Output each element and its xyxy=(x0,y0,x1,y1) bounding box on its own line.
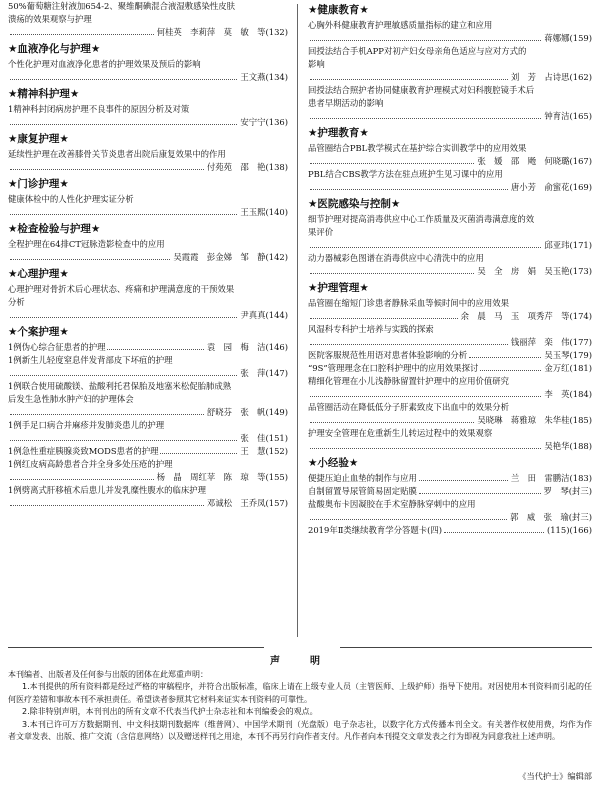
entry-authors-page: 王文燕(134) xyxy=(240,72,288,82)
leader-dots xyxy=(10,414,204,415)
entry-title-line: 1例劈离式肝移植术后患儿并发乳糜性腹水的临床护理 xyxy=(8,485,206,495)
entry-title-inline: 自制留置导尿管简易固定贴膜 xyxy=(308,486,417,496)
entry-title-line: 心胸外科健康教育护理敏感质量指标的建立和应用 xyxy=(308,20,493,30)
entry-title-line: 盐酸奥布卡因凝胶在手术室静脉穿刺中的应用 xyxy=(308,499,476,509)
entry-authors-page: 邓诚松 王乔凤(157) xyxy=(206,498,288,508)
toc-entry[interactable] xyxy=(308,213,592,252)
section-title: ★健康教育★ xyxy=(308,4,369,16)
entry-row xyxy=(8,471,288,484)
leader-dots xyxy=(310,318,458,319)
leader-dots xyxy=(310,40,541,41)
statement-section xyxy=(8,655,592,743)
entry-title-line: 1例新生儿轻度窒息伴发背部皮下坏疽的护理 xyxy=(8,355,173,365)
leader-dots xyxy=(10,259,170,260)
entry-row xyxy=(308,349,592,362)
leader-dots xyxy=(310,519,507,520)
toc-entry[interactable] xyxy=(8,193,288,219)
toc-section xyxy=(8,324,288,510)
entry-authors-page: 王 慧(152) xyxy=(240,446,288,456)
toc-section xyxy=(308,125,592,194)
entry-row xyxy=(8,497,288,510)
entry-title-line: 全程护理在64排CT冠脉造影检查中的应用 xyxy=(8,239,165,249)
entry-title-line: 心理护理对骨折术后心理状态、疼痛和护理满意度的干预效果 xyxy=(8,284,235,294)
entry-authors-page: 余 晨 马 玉 项秀芹 等(174) xyxy=(460,311,592,321)
entry-authors-page: 张 萍(147) xyxy=(240,368,288,378)
leader-dots xyxy=(469,357,541,358)
entry-row xyxy=(8,161,288,174)
leader-dots xyxy=(310,422,474,423)
entry-row xyxy=(8,251,288,264)
entry-authors-page: 安宁宁(136) xyxy=(240,117,288,127)
toc-entry[interactable] xyxy=(308,472,592,485)
toc-section xyxy=(308,2,592,123)
entry-row xyxy=(308,472,592,485)
entry-row xyxy=(8,445,288,458)
toc-entry[interactable] xyxy=(8,238,288,264)
entry-title-line: 1例联合使用硫酸镁、盐酸利托君保胎及地塞米松促胎肺成熟 xyxy=(8,381,232,391)
entry-row xyxy=(8,116,288,129)
section-title: ★康复护理★ xyxy=(8,133,69,145)
toc-section xyxy=(8,266,288,322)
entry-authors-page: 吴 全 房 娟 吴玉艳(173) xyxy=(477,266,592,276)
section-title: ★心理护理★ xyxy=(8,268,69,280)
entry-row xyxy=(308,265,592,278)
entry-title-inline: 2019年Ⅱ类继续教育学分答题卡(四) xyxy=(308,525,443,535)
toc-section xyxy=(8,0,288,39)
leader-dots xyxy=(419,493,541,494)
toc-entry[interactable] xyxy=(308,168,592,194)
leader-dots xyxy=(419,480,508,481)
toc-entry[interactable] xyxy=(8,458,288,484)
entry-row xyxy=(308,362,592,375)
toc-section xyxy=(308,280,592,453)
toc-entry[interactable] xyxy=(308,45,592,84)
entry-row xyxy=(308,440,592,453)
toc-left-column xyxy=(8,0,288,510)
leader-dots xyxy=(310,448,541,449)
entry-authors-page: 舒晓芬 张 帆(149) xyxy=(206,407,288,417)
entry-title-line: 品管圈结合PBL教学模式在基护综合实训教学中的应用效果 xyxy=(308,143,527,153)
entry-title-line: 延续性护理在改善膝骨关节炎患者出院后康复效果中的作用 xyxy=(8,149,226,159)
toc-entry[interactable] xyxy=(308,498,592,524)
entry-authors-page: 蒋娜娜(159) xyxy=(544,33,592,43)
toc-entry[interactable] xyxy=(308,375,592,401)
leader-dots xyxy=(310,79,508,80)
entry-authors-page: 袁 园 梅 洁(146) xyxy=(206,342,288,352)
statement-item-1: 1.本刊提供的所有资料都是经过严格的审稿程序，并符合出版标准，临床上请在上级专业人员（主管医师、上级护师）指导下使用。对因使用本刊资料而引起的任何医疗差错和事故本刊不承担责任。希望读者参照其它材料来证实本刊资料的可靠性。 xyxy=(8,682,592,704)
toc-entry[interactable] xyxy=(8,341,288,354)
entry-authors-page: 唐小芳 俞蜜花(169) xyxy=(510,182,592,192)
entry-row xyxy=(308,388,592,401)
toc-entry[interactable] xyxy=(308,524,592,537)
entry-authors-page: 张 佳(151) xyxy=(240,433,288,443)
section-title: ★小经验★ xyxy=(308,457,359,469)
leader-dots xyxy=(310,163,474,164)
divider-left xyxy=(8,647,264,648)
toc-section xyxy=(8,176,288,219)
toc-entry[interactable] xyxy=(8,419,288,445)
entry-title-inline: 医院客服规范性用语对患者体验影响的分析 xyxy=(308,350,468,360)
entry-title-line: 影响 xyxy=(308,59,325,69)
leader-dots xyxy=(444,532,544,533)
entry-row xyxy=(8,26,288,39)
section-title: ★医院感染与控制★ xyxy=(308,198,401,210)
entry-authors-page: 罗 琴(封三) xyxy=(543,486,592,496)
entry-authors-page: 邱亚玮(171) xyxy=(544,240,592,250)
entry-row xyxy=(8,406,288,419)
entry-row xyxy=(308,155,592,168)
entry-authors-page: 吴霞霞 彭金娣 邹 静(142) xyxy=(173,252,288,262)
entry-title-line: 后发生急性肺水肿产妇的护理体会 xyxy=(8,394,134,404)
leader-dots xyxy=(10,375,237,376)
entry-authors-page: 吴艳华(188) xyxy=(544,441,592,451)
section-title: ★护理教育★ xyxy=(308,127,369,139)
leader-dots xyxy=(10,169,204,170)
section-title: ★精神科护理★ xyxy=(8,88,80,100)
toc-section xyxy=(8,221,288,264)
entry-title-line: 1例手足口病合并麻疹并发肺炎患儿的护理 xyxy=(8,420,165,430)
entry-title-line: 1精神科封闭病房护理不良事件的原因分析及对策 xyxy=(8,104,190,114)
statement-item-3: 3.本刊已许可万方数据期刊、中文科技期刊数据库（维普网）、中国学术期刊（光盘版）电子杂志社，以数字化方式传播本刊全文。有关著作权使用费，均作为作者文章发表、出版、推广交流（含信息网络）以及赠送样刊之用途，本刊不再另行向作者支付。凡作者向本刊提交文章发表之行为即视为同意我社上述声明。 xyxy=(8,719,592,742)
toc-entry[interactable] xyxy=(308,401,592,427)
entry-title-line: 健康体检中的人性化护理实证分析 xyxy=(8,194,134,204)
toc-entry[interactable] xyxy=(8,103,288,129)
entry-title-inline: “9S”管理理念在口腔科护理中的应用效果探讨 xyxy=(308,363,479,373)
leader-dots xyxy=(10,317,237,318)
entry-title-line: 个性化护理对血液净化患者的护理效果及预后的影响 xyxy=(8,59,201,69)
toc-entry[interactable] xyxy=(308,252,592,278)
entry-row xyxy=(8,71,288,84)
toc-entry[interactable] xyxy=(308,297,592,323)
entry-authors-page: 付苑苑 邵 艳(138) xyxy=(206,162,288,172)
entry-authors-page: 李 英(184) xyxy=(544,389,592,399)
entry-row xyxy=(308,414,592,427)
entry-title-line: 风湿科专科护士培养与实践的探索 xyxy=(308,324,434,334)
entry-row xyxy=(8,341,288,354)
entry-authors-page: 张 媛 邵 飏 何晓璐(167) xyxy=(477,156,592,166)
section-title: ★检查检验与护理★ xyxy=(8,223,101,235)
section-title: ★门诊护理★ xyxy=(8,178,69,190)
entry-row xyxy=(308,239,592,252)
toc-entry[interactable] xyxy=(308,349,592,362)
leader-dots xyxy=(310,273,474,274)
leader-dots xyxy=(480,370,541,371)
statement-item-2: 2.除非特别声明，本刊刊出的所有文章不代表当代护士杂志社和本刊编委会的观点。 xyxy=(22,707,318,717)
entry-title-inline: 1例急性重症胰腺炎致MODS患者的护理 xyxy=(8,446,159,456)
leader-dots xyxy=(10,34,154,35)
toc-entry[interactable] xyxy=(8,283,288,322)
entry-title-line: 精细化管理在小儿浅静脉留置针护理中的应用价值研究 xyxy=(308,376,509,386)
entry-authors-page: 吴晓琳 蒋雅琼 朱华桂(185) xyxy=(477,415,592,425)
entry-title-line: 动力器械彩色图谱在消毒供应中心清洗中的应用 xyxy=(308,253,484,263)
entry-row xyxy=(308,71,592,84)
entry-row xyxy=(308,110,592,123)
entry-title-line: 患者早期活动的影响 xyxy=(308,98,384,108)
entry-authors-page: 杨 晶 周红苹 陈 琼 等(155) xyxy=(156,472,288,482)
entry-authors-page: 金万红(181) xyxy=(544,363,592,373)
entry-authors-page: 尹真真(144) xyxy=(240,310,288,320)
entry-authors-page: 郭 威 张 瑜(封三) xyxy=(510,512,592,522)
editorial-signature: 《当代护士》编辑部 xyxy=(518,771,592,781)
entry-row xyxy=(8,367,288,380)
leader-dots xyxy=(10,479,154,480)
leader-dots xyxy=(160,453,237,454)
toc-section xyxy=(308,196,592,278)
entry-authors-page: 何桂英 李莉萍 莫 敏 等(132) xyxy=(156,27,288,37)
entry-authors-page: 兰 田 雷鹏洁(183) xyxy=(510,473,592,483)
toc-entry[interactable] xyxy=(8,354,288,380)
entry-title-line: 品管圈在缩短门诊患者静脉采血等候时间中的应用效果 xyxy=(308,298,509,308)
entry-row xyxy=(308,32,592,45)
entry-row xyxy=(308,336,592,349)
entry-title-line: 溃疡的效果观察与护理 xyxy=(8,14,92,24)
toc-entry[interactable] xyxy=(308,84,592,123)
toc-section xyxy=(8,131,288,174)
divider-right xyxy=(340,647,592,648)
entry-title-line: 品管圈活动在降低低分子肝素致皮下出血中的效果分析 xyxy=(308,402,509,412)
statement-intro: 本刊编者、出版者及任何参与出版的团体在此郑重声明： xyxy=(8,670,208,679)
toc-entry[interactable] xyxy=(308,323,592,349)
toc-entry[interactable] xyxy=(8,148,288,174)
toc-section xyxy=(8,86,288,129)
entry-row xyxy=(308,181,592,194)
toc-entry[interactable] xyxy=(8,445,288,458)
entry-row xyxy=(308,310,592,323)
statement-title: 声 明 xyxy=(270,656,330,667)
entry-title-inline: 1例伪心综合征患者的护理 xyxy=(8,342,106,352)
toc-entry[interactable] xyxy=(8,380,288,419)
entry-row xyxy=(8,432,288,445)
leader-dots xyxy=(10,440,237,441)
section-title: ★个案护理★ xyxy=(8,326,69,338)
entry-row xyxy=(8,206,288,219)
toc-entry[interactable] xyxy=(308,362,592,375)
leader-dots xyxy=(310,344,508,345)
leader-dots xyxy=(310,118,541,119)
toc-section xyxy=(308,455,592,537)
entry-authors-page: 钱丽萍 栾 伟(177) xyxy=(510,337,592,347)
toc-section xyxy=(8,41,288,84)
toc-entry[interactable] xyxy=(308,142,592,168)
entry-authors-page: (115)(166) xyxy=(546,525,592,535)
section-title: ★血液净化与护理★ xyxy=(8,43,101,55)
section-title: ★护理管理★ xyxy=(308,282,369,294)
leader-dots xyxy=(10,79,237,80)
toc-entry[interactable] xyxy=(8,58,288,84)
entry-authors-page: 王玉熙(140) xyxy=(240,207,288,217)
leader-dots xyxy=(10,124,237,125)
entry-title-line: 50%葡萄糖注射液加654-2、聚维酮碘混合液湿敷感染性皮肤 xyxy=(8,1,236,11)
entry-authors-page: 吴玉琴(179) xyxy=(544,350,592,360)
entry-title-line: 果评价 xyxy=(308,227,334,237)
toc-entry[interactable] xyxy=(8,0,288,39)
leader-dots xyxy=(10,505,204,506)
column-divider xyxy=(297,4,298,637)
toc-entry[interactable] xyxy=(8,484,288,510)
entry-authors-page: 钟育洁(165) xyxy=(544,111,592,121)
toc-entry[interactable] xyxy=(308,427,592,453)
entry-row xyxy=(8,309,288,322)
toc-right-column xyxy=(308,0,592,537)
entry-title-line: PBL结合CBS教学方法在驻点班护生见习课中的应用 xyxy=(308,169,503,179)
entry-title-line: 1例红皮病高龄患者合并全身多处压疮的护理 xyxy=(8,459,173,469)
entry-authors-page: 刘 芳 占诗思(162) xyxy=(510,72,592,82)
leader-dots xyxy=(310,247,541,248)
entry-row xyxy=(308,485,592,498)
leader-dots xyxy=(310,396,541,397)
entry-row xyxy=(308,511,592,524)
leader-dots xyxy=(10,214,237,215)
entry-title-inline: 便捷压迫止血垫的制作与应用 xyxy=(308,473,417,483)
toc-entry[interactable] xyxy=(308,19,592,45)
entry-title-line: 护理安全管理在危重新生儿转运过程中的效果观察 xyxy=(308,428,493,438)
entry-title-line: 分析 xyxy=(8,297,25,307)
leader-dots xyxy=(107,349,203,350)
leader-dots xyxy=(310,189,508,190)
entry-title-line: 回授法结合照护者协同健康教育护理模式对妇科腹腔镜手术后 xyxy=(308,85,535,95)
entry-title-line: 回授法结合手机APP对初产妇女母亲角色适应与应对方式的 xyxy=(308,46,527,56)
entry-title-line: 细节护理对提高消毒供应中心工作质量及灭菌消毒满意度的效 xyxy=(308,214,535,224)
toc-entry[interactable] xyxy=(308,485,592,498)
entry-row xyxy=(308,524,592,537)
